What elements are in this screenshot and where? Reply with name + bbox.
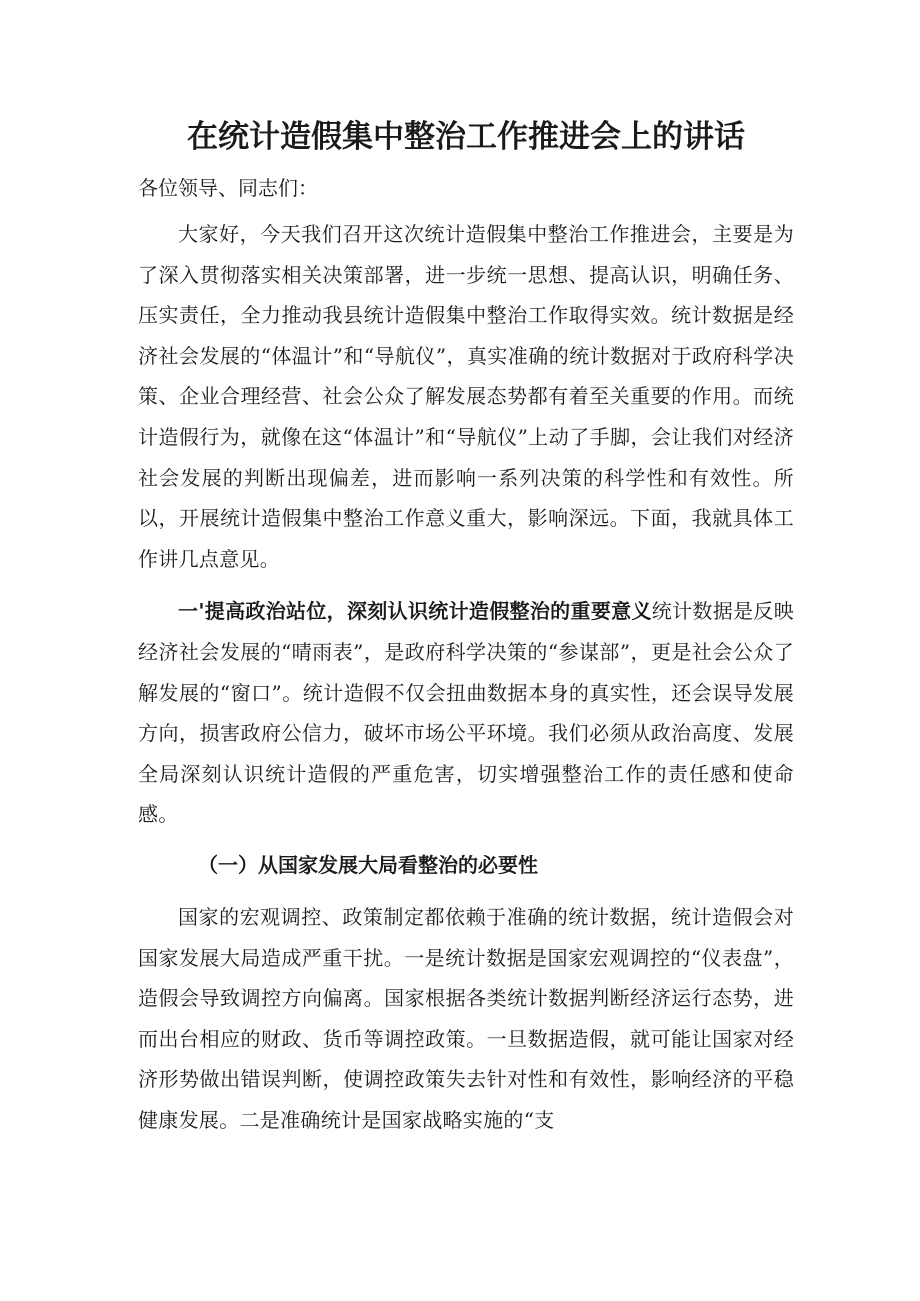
section-1-paragraph <box>138 591 794 835</box>
subsection-1-paragraph: 国家的宏观调控、政策制定都依赖于准确的统计数据，统计造假会对国家发展大局造成严重干扰。一是统计数据是国家宏观调控的“仪表盘”，造假会导致调控方向偏离。国家根据各类统计数据判断经济运行态势，进而出台相应的财政、货币等调控政策。一旦数据造假，就可能让国家对经济形势做出错误判断，使调控政策失去针对性和有效性，影响经济的平稳健康发展。二是准确统计是国家战略实施的“支 <box>138 904 794 1132</box>
salutation: 各位领导、同志们： <box>138 176 318 200</box>
subsection-1-heading: （一）从国家发展大局看整治的必要性 <box>198 852 538 877</box>
section-1-heading: 一'提高政治站位，深刻认识统计造假整治的重要意义 <box>178 599 652 624</box>
section-1-body: 统计数据是反映经济社会发展的“晴雨表”，是政府科学决策的“参谋部”，更是社会公众了解发展的“窗口”。统计造假不仅会扭曲数据本身的真实性，还会误导发展方向，损害政府公信力，破坏市场公平环境。我们必须从政治高度、发展全局深刻认识统计造假的严重危害，切实增强整治工作的责任感和使命感。 <box>138 599 794 827</box>
intro-paragraph: 大家好，今天我们召开这次统计造假集中整治工作推进会，主要是为了深入贯彻落实相关决策部署，进一步统一思想、提高认识，明确任务、压实责任，全力推动我县统计造假集中整治工作取得实效。统计数据是经济社会发展的“体温计”和“导航仪”，真实准确的统计数据对于政府科学决策、企业合理经营、社会公众了解发展态势都有着至关重要的作用。而统计造假行为，就像在这“体温计”和“导航仪”上动了手脚，会让我们对经济社会发展的判断出现偏差，进而影响一系列决策的科学性和有效性。所以，开展统计造假集中整治工作意义重大，影响深远。下面，我就具体工作讲几点意见。 <box>138 222 794 571</box>
document-title: 在统计造假集中整治工作推进会上的讲话 <box>187 119 745 155</box>
document-page <box>138 112 794 1140</box>
